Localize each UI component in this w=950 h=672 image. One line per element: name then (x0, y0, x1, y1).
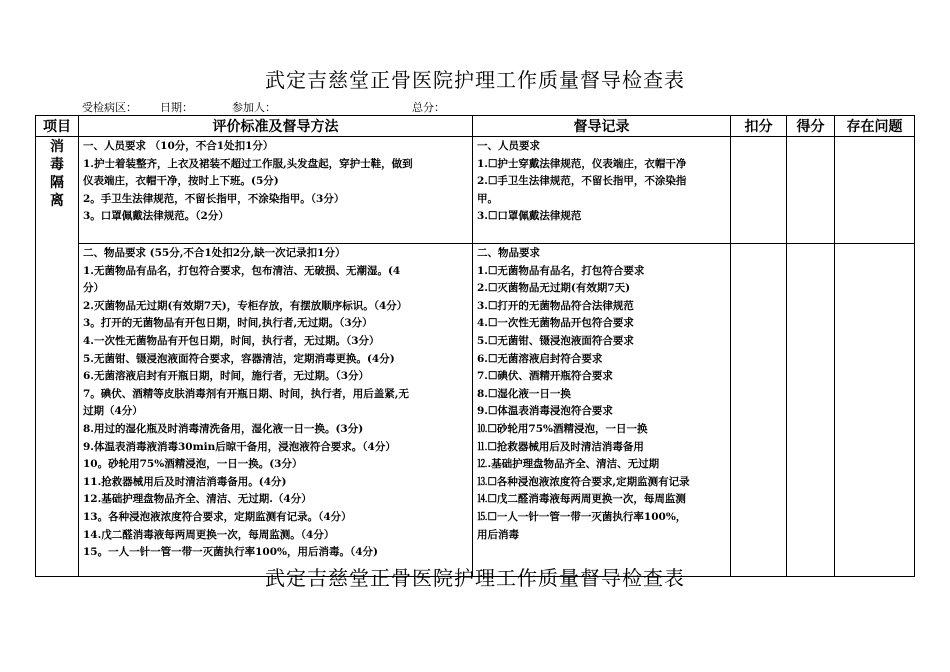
issues-cell[interactable] (835, 244, 915, 577)
criteria-line: 一、人员要求 （10分，不合1处扣1分） (83, 140, 274, 152)
criteria-line: 2.灭菌物品无过期(有效期7天)，专柜存放，有摆放顺序标识。（4分） (83, 299, 408, 312)
record-line: 二、物品要求 (477, 247, 540, 259)
criteria-line: 1.无菌物品有品名，打包符合要求，包布清洁、无破损、无潮湿。(4 (83, 264, 401, 277)
criteria-line: 仪表端庄，衣帽干净，按时上下班。(5分) (83, 175, 279, 188)
score-cell[interactable] (787, 244, 835, 577)
record-line: 甲。 (477, 192, 498, 205)
category-disinfection-isolation: 消 毒 隔 离 (36, 137, 79, 577)
record-line: ⒓.基础护理盘物品齐全、清洁、无过期 (477, 458, 660, 471)
record-line: 1.☐无菌物品有品名，打包符合要求 (477, 264, 645, 277)
record-line: 3.☐口罩佩戴法律规范 (477, 210, 582, 223)
total-score-label: 总分： (412, 101, 445, 114)
record-line: 2.☐灭菌物品无过期(有效期7天) (477, 282, 631, 295)
inspection-table (35, 115, 915, 577)
deduction-cell[interactable] (731, 137, 787, 244)
deduction-cell[interactable] (731, 244, 787, 577)
record-line: 4.☐一次性无菌物品开包符合要求 (477, 317, 634, 330)
table-header-row (36, 116, 915, 137)
record-line: 用后消毒 (477, 528, 519, 541)
record-line: ⒑☐砂轮用75%酒精浸泡，一日一换 (477, 422, 648, 435)
criteria-line: 4.一次性无菌物品有开包日期，时间，执行者，无过期。（3分） (83, 334, 380, 347)
header-item: 项目 (36, 116, 79, 137)
record-line: 5.☐无菌钳、镊浸泡液面符合要求 (477, 334, 634, 347)
criteria-personnel (79, 137, 473, 244)
record-line: ⒔☐各种浸泡液浓度符合要求,定期监测有记录 (477, 475, 690, 488)
header-deduction: 扣分 (731, 116, 787, 137)
criteria-line: 12.基础护理盘物品齐全、清洁、无过期.（4分） (83, 493, 312, 506)
criteria-line: 7。碘伏、酒精等皮肤消毒剂有开瓶日期、时间，执行者，用后盖紧,无 (83, 387, 409, 400)
header-score: 得分 (787, 116, 835, 137)
criteria-line: 分） (83, 282, 104, 295)
criteria-line: 13。各种浸泡液浓度符合要求，定期监测有记录。（4分） (83, 510, 352, 523)
record-line: ⒒☐抢救器械用后及时清洁消毒备用 (477, 440, 644, 453)
ward-label: 受检病区： (82, 101, 137, 114)
criteria-line: 11.抢救器械用后及时清洁消毒备用。(4分) (83, 475, 287, 488)
record-line: 3.☐打开的无菌物品符合法律规范 (477, 299, 634, 312)
issues-cell[interactable] (835, 137, 915, 244)
header-criteria: 评价标准及督导方法 (79, 116, 473, 137)
criteria-line: 2。手卫生法律规范，不留长指甲，不涂染指甲。（3分） (83, 192, 345, 205)
criteria-line: 3。打开的无菌物品有开包日期，时间,执行者,无过期。（3分） (83, 317, 373, 330)
table-row-supplies (36, 244, 915, 577)
criteria-line: 10。砂轮用75%酒精浸泡，一日一换。(3分） (83, 458, 303, 471)
header-records: 督导记录 (473, 116, 731, 137)
table-row-personnel (36, 137, 915, 244)
criteria-supplies (79, 244, 473, 577)
score-cell[interactable] (787, 137, 835, 244)
criteria-line: 5.无菌钳、镊浸泡液面符合要求，容器清洁，定期消毒更换。(4分) (83, 352, 395, 365)
criteria-line: 二、物品要求 (55分,不合1处扣2分,缺一次记录扣1分） (83, 247, 346, 259)
record-line: 8.☐湿化液一日一换 (477, 387, 571, 400)
criteria-line: 3。口罩佩戴法律规范。（2分） (83, 210, 229, 223)
record-line: 7.☐碘伏、酒精开瓶符合要求 (477, 370, 613, 383)
date-label: 日期： (160, 101, 193, 114)
criteria-line: 8.用过的湿化瓶及时消毒清洗备用，湿化液一日一换。(3分) (83, 422, 364, 435)
records-supplies (473, 244, 731, 577)
record-line: ⒕☐戊二醛消毒液每两周更换一次，每周监测 (477, 493, 686, 506)
record-line: 6.☐无菌溶液启封符合要求 (477, 352, 603, 365)
page-title-repeat: 武定吉慈堂正骨医院护理工作质量督导检查表 (265, 566, 685, 590)
criteria-line: 14.戊二醛消毒液每两周更换一次，每周监测。（4分） (83, 528, 335, 541)
criteria-line: 15。一人一针一管一带一灭菌执行率100%，用后消毒。（4分) (83, 546, 379, 559)
record-line: 9.☐体温表消毒浸泡符合要求 (477, 405, 613, 418)
record-line: ⒖☐一人一针一管一带一灭菌执行率100%， (477, 510, 687, 523)
header-issues: 存在问题 (835, 116, 915, 137)
criteria-line: 1.护士着装整齐，上衣及裙装不超过工作服,头发盘起，穿护士鞋，做到 (83, 157, 413, 170)
records-personnel (473, 137, 731, 244)
criteria-line: 9.体温表消毒液消毒30min后晾干备用，浸泡液符合要求。（4分） (83, 440, 396, 453)
criteria-line: 过期（4分） (83, 405, 143, 418)
record-line: 一、人员要求 (477, 140, 540, 152)
participants-label: 参加人： (232, 101, 276, 114)
criteria-line: 6.无菌溶液启封有开瓶日期，时间，施行者，无过期。（3分） (83, 370, 370, 383)
page-title: 武定吉慈堂正骨医院护理工作质量督导检查表 (265, 68, 685, 92)
record-line: 1.☐护士穿戴法律规范，仪表端庄，衣帽干净 (477, 157, 687, 170)
record-line: 2.☐手卫生法律规范，不留长指甲，不涂染指 (477, 175, 687, 188)
